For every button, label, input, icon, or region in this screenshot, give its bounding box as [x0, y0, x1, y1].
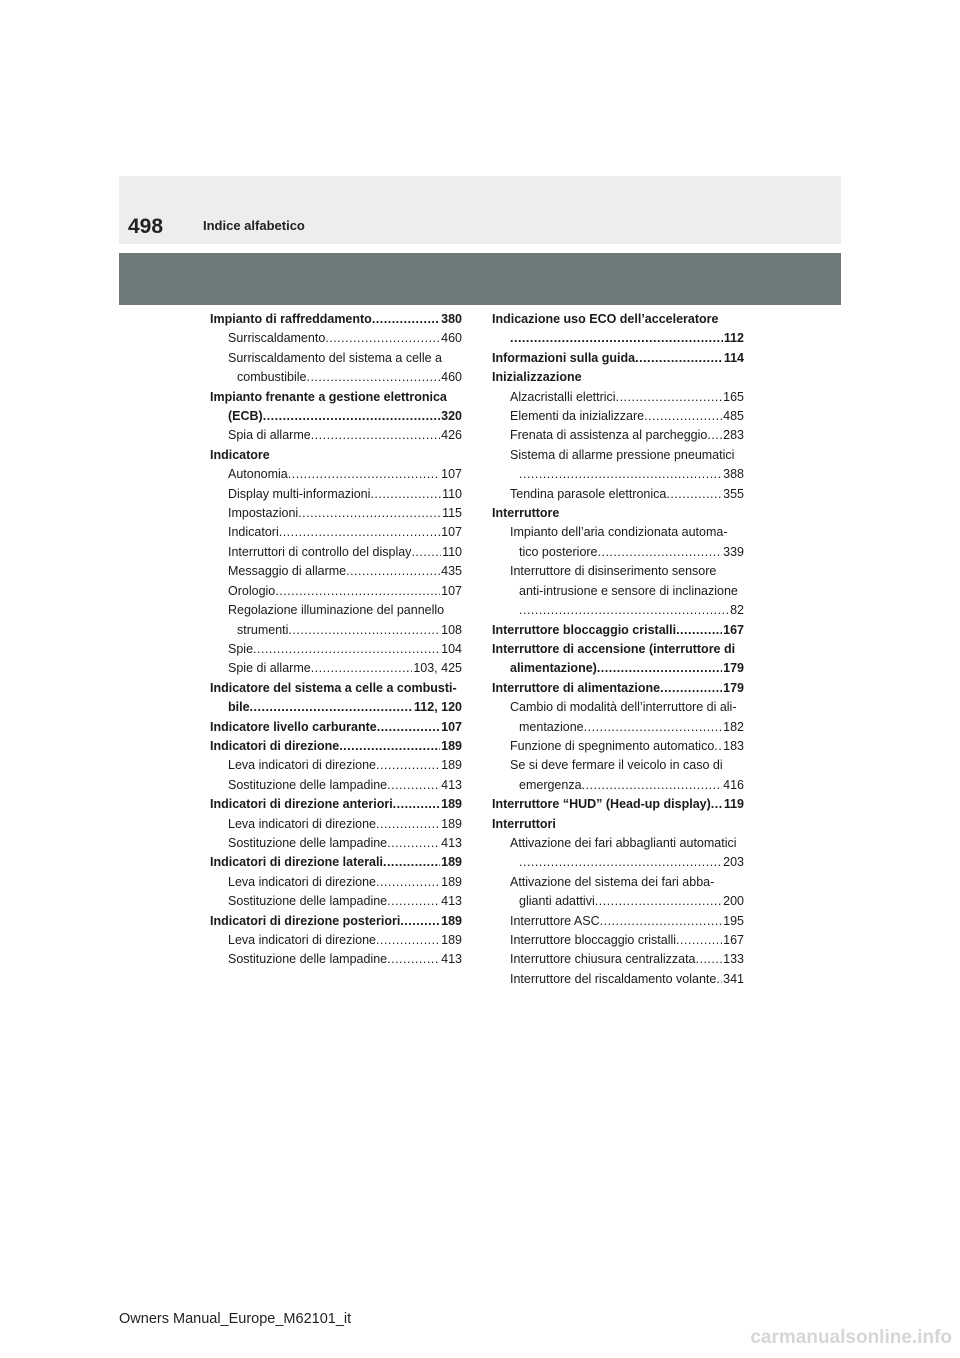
- index-entry-page[interactable]: 110: [442, 544, 462, 559]
- index-entry: [210, 349, 462, 368]
- index-entry-text: Interruttore: [492, 506, 560, 521]
- index-entry-text: tico posteriore: [519, 544, 598, 559]
- index-entry-text: Indicatori: [228, 525, 279, 540]
- index-entry-text: Indicatori di direzione anteriori: [210, 797, 393, 812]
- index-entry-text: Tendina parasole elettronica: [510, 486, 667, 501]
- dot-leader: [519, 601, 729, 620]
- index-entry-page[interactable]: 107: [441, 719, 462, 734]
- index-entry: [210, 446, 462, 465]
- index-entry: [492, 621, 744, 640]
- index-entry-text: Display multi-informazioni: [228, 486, 371, 501]
- index-entry-page[interactable]: 112: [723, 331, 744, 346]
- index-entry: [210, 310, 462, 329]
- index-entry-page[interactable]: 119: [723, 797, 744, 812]
- dot-leader: [288, 465, 440, 484]
- index-entry: [492, 543, 744, 562]
- dot-leader: [584, 718, 723, 737]
- index-entry-page[interactable]: 195: [723, 913, 744, 928]
- index-entry-page[interactable]: 426: [441, 428, 462, 443]
- index-entry: [492, 640, 744, 659]
- index-entry: [492, 523, 744, 542]
- dot-leader: [616, 388, 723, 407]
- index-entry-text: glianti adattivi: [519, 894, 595, 909]
- dot-leader: [376, 873, 440, 892]
- dot-leader: [510, 329, 723, 348]
- index-entry-text: Interruttore chiusura centralizzata: [510, 952, 696, 967]
- index-entry-text: Inizializzazione: [492, 370, 582, 385]
- index-entry: [492, 562, 744, 581]
- index-entry: [492, 407, 744, 426]
- dot-leader: [325, 329, 440, 348]
- index-entry-page[interactable]: 283: [723, 428, 744, 443]
- index-entry-text: Alzacristalli elettrici: [510, 389, 616, 404]
- index-entry-page[interactable]: 189: [441, 933, 462, 947]
- index-entry-page[interactable]: 165: [723, 389, 744, 404]
- dot-leader: [346, 562, 440, 581]
- dot-leader: [383, 853, 440, 872]
- dot-leader: [676, 621, 722, 640]
- index-entry: [210, 718, 462, 737]
- index-entry-text: Funzione di spegnimento automatico: [510, 738, 715, 753]
- index-entry-text: Interruttore di alimentazione: [492, 680, 661, 695]
- index-entry: [492, 329, 744, 348]
- footer-manual-id: Owners Manual_Europe_M62101_it: [119, 1311, 352, 1327]
- dot-leader: [311, 659, 413, 678]
- index-entry-page[interactable]: 114: [723, 350, 744, 365]
- index-entry-text: anti-intrusione e sensore di inclinazione: [519, 583, 738, 598]
- index-entry-page[interactable]: 320: [441, 409, 462, 424]
- index-entry-page[interactable]: 112, 120: [414, 700, 462, 715]
- index-entry: [210, 892, 462, 911]
- index-entry: [210, 329, 462, 348]
- index-entry-text: Informazioni sulla guida: [492, 350, 636, 365]
- index-entry-text: Interruttori di controllo del display: [228, 544, 412, 559]
- index-entry-page[interactable]: 183: [723, 738, 744, 753]
- section-tab-band: [119, 253, 841, 305]
- index-entry: [210, 815, 462, 834]
- index-entry: [492, 853, 744, 872]
- dot-leader: [387, 892, 440, 911]
- index-entry: [210, 756, 462, 775]
- index-entry: [210, 834, 462, 853]
- index-entry-text: Interruttore bloccaggio cristalli: [492, 622, 677, 637]
- index-column-right: [492, 310, 744, 989]
- index-entry: [492, 950, 744, 969]
- index-entry-page[interactable]: 107: [441, 525, 462, 540]
- dot-leader: [519, 465, 722, 484]
- index-entry: [210, 543, 462, 562]
- dot-leader: [387, 950, 440, 969]
- index-entry: [210, 523, 462, 542]
- index-entry: [492, 485, 744, 504]
- dot-leader: [597, 659, 722, 678]
- index-entry-text: Spie di allarme: [228, 661, 311, 676]
- index-entry: [210, 853, 462, 872]
- dot-leader: [666, 485, 722, 504]
- index-entry-page[interactable]: 203: [723, 855, 744, 870]
- index-entry-text: strumenti: [237, 622, 289, 637]
- index-entry-page[interactable]: 189: [441, 738, 462, 753]
- index-entry: [210, 795, 462, 814]
- index-entry: [492, 601, 744, 620]
- index-entry-page[interactable]: 413: [441, 835, 462, 850]
- index-entry-text: Sostituzione delle lampadine: [228, 835, 388, 850]
- index-column-left: [210, 310, 462, 970]
- dot-leader: [275, 582, 440, 601]
- index-entry-text: Interruttore ASC: [510, 913, 600, 928]
- dot-leader: [660, 679, 722, 698]
- index-entry-text: Interruttore del riscaldamento volante: [510, 971, 717, 986]
- index-entry: [492, 426, 744, 445]
- dot-leader: [370, 485, 441, 504]
- index-entry-page[interactable]: 339: [723, 544, 744, 559]
- index-entry-page[interactable]: 182: [723, 719, 744, 734]
- index-entry: [492, 815, 744, 834]
- index-entry: [492, 892, 744, 911]
- dot-leader: [387, 834, 440, 853]
- index-entry: [210, 465, 462, 484]
- index-entry: [210, 562, 462, 581]
- index-entry-text: Indicazione uso ECO dell’acceleratore: [492, 312, 719, 326]
- index-entry-text: Interruttori: [492, 816, 556, 831]
- index-entry-text: Autonomia: [228, 467, 288, 482]
- index-entry-text: alimentazione): [510, 661, 597, 676]
- dot-leader: [582, 776, 723, 795]
- index-entry: [210, 368, 462, 387]
- index-entry-page[interactable]: 413: [441, 777, 462, 792]
- index-entry: [492, 388, 744, 407]
- index-entry-text: mentazione: [519, 719, 584, 734]
- index-entry-page[interactable]: 416: [723, 777, 744, 792]
- dot-leader: [714, 737, 722, 756]
- dot-leader: [644, 407, 722, 426]
- dot-leader: [600, 912, 723, 931]
- index-entry-page[interactable]: 189: [441, 797, 462, 812]
- index-entry-page[interactable]: 485: [723, 409, 744, 424]
- index-entry: [492, 873, 744, 892]
- dot-leader: [250, 698, 413, 717]
- index-entry: [210, 737, 462, 756]
- dot-leader: [339, 737, 440, 756]
- index-entry-page[interactable]: 413: [441, 952, 462, 967]
- index-entry-text: Leva indicatori di direzione: [228, 758, 377, 773]
- index-entry-page[interactable]: 108: [441, 622, 462, 637]
- index-entry: [492, 368, 744, 387]
- index-entry: [492, 834, 744, 853]
- index-entry-text: Impianto frenante a gestione elettronica: [210, 389, 447, 404]
- index-entry: [492, 465, 744, 484]
- index-entry: [492, 310, 744, 329]
- index-entry: [492, 912, 744, 931]
- index-entry: [210, 679, 462, 698]
- index-entry-text: Messaggio di allarme: [228, 564, 347, 579]
- index-entry-text: Spie: [228, 641, 254, 656]
- dot-leader: [411, 543, 441, 562]
- index-entry-page[interactable]: 460: [441, 331, 462, 346]
- dot-leader: [400, 912, 440, 931]
- index-entry: [210, 601, 462, 620]
- index-entry-text: Indicatore livello carburante: [210, 719, 377, 734]
- index-entry: [492, 737, 744, 756]
- index-entry: [210, 912, 462, 931]
- index-entry: [492, 659, 744, 678]
- index-entry-text: Regolazione illuminazione del pannello: [228, 603, 445, 618]
- index-entry: [492, 970, 744, 989]
- index-entry: [210, 485, 462, 504]
- index-entry-text: Frenata di assistenza al parcheggio: [510, 428, 708, 443]
- index-entry: [210, 582, 462, 601]
- index-entry: [210, 950, 462, 969]
- index-entry-text: Leva indicatori di direzione: [228, 933, 377, 947]
- index-entry: [210, 776, 462, 795]
- index-entry-text: Orologio: [228, 583, 276, 598]
- index-entry: [210, 698, 462, 717]
- index-entry-page[interactable]: 355: [723, 486, 744, 501]
- section-title: Indice alfabetico: [203, 218, 305, 233]
- index-entry: [492, 756, 744, 775]
- index-entry-text: Impianto di raffreddamento: [210, 312, 372, 326]
- index-entry-text: Se si deve fermare il veicolo in caso di: [510, 758, 723, 773]
- dot-leader: [393, 795, 440, 814]
- index-entry: [492, 504, 744, 523]
- index-entry-text: bile: [228, 700, 250, 715]
- index-entry-page[interactable]: 133: [723, 952, 744, 967]
- dot-leader: [288, 621, 440, 640]
- index-entry-text: Attivazione dei fari abbaglianti automatici: [510, 835, 737, 850]
- index-entry-text: emergenza: [519, 777, 582, 792]
- dot-leader: [598, 543, 723, 562]
- index-entry-text: Indicatore del sistema a celle a combusti-: [210, 680, 457, 695]
- index-entry: [492, 679, 744, 698]
- index-entry-text: Elementi da inizializzare: [510, 409, 645, 424]
- index-entry-page[interactable]: 380: [441, 312, 462, 326]
- dot-leader: [253, 640, 440, 659]
- index-entry: [210, 873, 462, 892]
- dot-leader: [263, 407, 440, 426]
- index-entry: [492, 349, 744, 368]
- index-entry-page[interactable]: 179: [723, 680, 744, 695]
- dot-leader: [306, 368, 440, 387]
- dot-leader: [595, 892, 722, 911]
- dot-leader: [711, 795, 723, 814]
- index-entry-text: Interruttore bloccaggio cristalli: [510, 933, 677, 947]
- index-entry-text: Indicatori di direzione laterali: [210, 855, 383, 870]
- index-entry-text: Sostituzione delle lampadine: [228, 777, 388, 792]
- index-entry: [492, 582, 744, 601]
- dot-leader: [279, 523, 440, 542]
- index-entry-page[interactable]: 189: [441, 816, 462, 831]
- index-entry: [210, 659, 462, 678]
- index-entry: [492, 446, 744, 465]
- dot-leader: [376, 756, 440, 775]
- index-entry-text: Interruttore “HUD” (Head-up display): [492, 797, 711, 812]
- index-entry-text: Attivazione del sistema dei fari abba-: [510, 874, 715, 889]
- index-entry-page[interactable]: 107: [441, 467, 462, 482]
- dot-leader: [377, 718, 440, 737]
- index-entry: [492, 776, 744, 795]
- index-entry-page[interactable]: 82: [730, 603, 744, 618]
- index-entry-page[interactable]: 167: [723, 933, 744, 947]
- dot-leader: [635, 349, 723, 368]
- dot-leader: [707, 426, 722, 445]
- index-entry-page[interactable]: 388: [723, 467, 744, 482]
- dot-leader: [387, 776, 440, 795]
- index-entry-text: Leva indicatori di direzione: [228, 816, 377, 831]
- index-entry-page[interactable]: 189: [441, 855, 462, 870]
- index-entry-page[interactable]: 189: [441, 913, 462, 928]
- index-entry: [210, 621, 462, 640]
- index-entry-page[interactable]: 413: [441, 894, 462, 909]
- index-entry-text: Interruttore di accensione (interruttore di: [492, 641, 736, 656]
- index-entry-text: Interruttore di disinserimento sensore: [510, 564, 717, 579]
- index-entry-text: Indicatori di direzione posteriori: [210, 913, 401, 928]
- dot-leader: [519, 853, 722, 872]
- index-entry-page[interactable]: 435: [441, 564, 462, 579]
- dot-leader: [298, 504, 441, 523]
- index-entry-text: Leva indicatori di direzione: [228, 874, 377, 889]
- dot-leader: [696, 950, 723, 969]
- index-entry-text: Impianto dell’aria condizionata automa-: [510, 525, 728, 540]
- index-entry-page[interactable]: 107: [441, 583, 462, 598]
- index-entry: [210, 931, 462, 950]
- index-entry-page[interactable]: 110: [442, 486, 462, 501]
- index-entry-text: Sostituzione delle lampadine: [228, 952, 388, 967]
- index-entry: [492, 931, 744, 950]
- index-entry-text: Sistema di allarme pressione pneumatici: [510, 447, 735, 462]
- dot-leader: [311, 426, 440, 445]
- index-entry-text: Surriscaldamento del sistema a celle a: [228, 350, 442, 365]
- index-entry: [210, 640, 462, 659]
- dot-leader: [676, 931, 722, 950]
- index-entry-text: Indicatori di direzione: [210, 738, 340, 753]
- index-entry-page[interactable]: 460: [441, 370, 462, 385]
- index-entry-page[interactable]: 104: [441, 641, 462, 656]
- dot-leader: [376, 931, 440, 950]
- index-entry-page[interactable]: 115: [442, 506, 462, 521]
- index-entry: [492, 698, 744, 717]
- index-entry-page[interactable]: 103, 425: [413, 661, 462, 676]
- page-number: 498: [128, 215, 164, 238]
- index-entry: [492, 795, 744, 814]
- index-entry: [492, 718, 744, 737]
- index-entry: [210, 504, 462, 523]
- dot-leader: [376, 815, 440, 834]
- index-entry: [210, 407, 462, 426]
- index-entry-text: Surriscaldamento: [228, 331, 326, 346]
- index-entry-text: (ECB): [228, 409, 263, 424]
- index-entry: [210, 426, 462, 445]
- index-entry-page[interactable]: 189: [441, 758, 462, 773]
- index-entry-text: combustibile: [237, 370, 307, 385]
- index-entry-page[interactable]: 200: [723, 894, 744, 909]
- index-entry-text: Indicatore: [210, 447, 270, 462]
- index-entry-page[interactable]: 179: [723, 661, 744, 676]
- dot-leader: [372, 310, 440, 329]
- index-entry-text: Impostazioni: [228, 506, 299, 521]
- header-band: [119, 176, 841, 244]
- index-entry-text: Sostituzione delle lampadine: [228, 894, 388, 909]
- index-entry-page[interactable]: 167: [723, 622, 744, 637]
- index-entry-page[interactable]: 189: [441, 874, 462, 889]
- watermark: carmanualsonline.info: [750, 1327, 952, 1348]
- index-entry-text: Spia di allarme: [228, 428, 311, 443]
- index-entry-page[interactable]: 341: [723, 971, 744, 986]
- index-entry: [210, 388, 462, 407]
- index-entry-text: Cambio di modalità dell’interruttore di ali-: [510, 700, 737, 715]
